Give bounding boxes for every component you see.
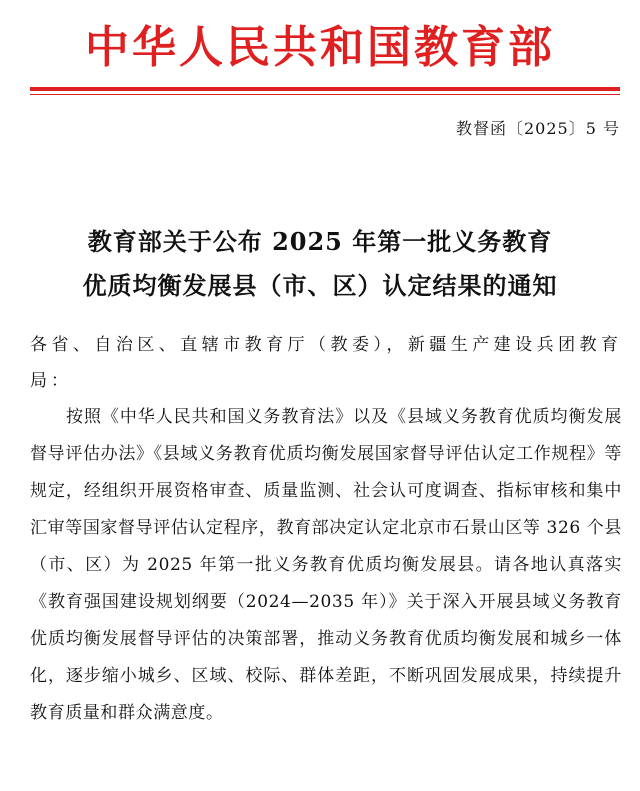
body-paragraph: 按照《中华人民共和国义务教育法》以及《县域义务教育优质均衡发展督导评估办法》《县域义务教育优质均衡发展国家督导评估认定工作规程》等规定，经组织开展资格审查、质量监测、社会认可度调查、指标审核和集中汇审等国家督导评估认定程序，教育部决定认定北京市石景山区等 326 个县（市、区）为 2025 年第一批义务教育优质均衡发展县。请各地认真落实《教育强国建设规划纲要（2024—2035 年）》关于深入开展县域义务教育优质均衡发展督导评估的决策部署，推动义务教育优质均衡发展和城乡一体化，逐步缩小城乡、区域、校际、群体差距，不断巩固发展成果，持续提升教育质量和群众满意度。 — [30, 407, 622, 723]
document-title-line-2: 优质均衡发展县（市、区）认定结果的通知 — [82, 271, 558, 300]
salutation: 各省、自治区、直辖市教育厅（教委），新疆生产建设兵团教育局： — [30, 335, 622, 391]
masthead-divider-thick — [30, 87, 620, 91]
document-title — [0, 220, 640, 308]
masthead-divider-thin — [30, 94, 620, 95]
document-number: 教督函〔2025〕5 号 — [456, 119, 620, 138]
document-title-line-1: 教育部关于公布 2025 年第一批义务教育 — [87, 227, 553, 256]
masthead-title: 中华人民共和国教育部 — [85, 22, 555, 73]
